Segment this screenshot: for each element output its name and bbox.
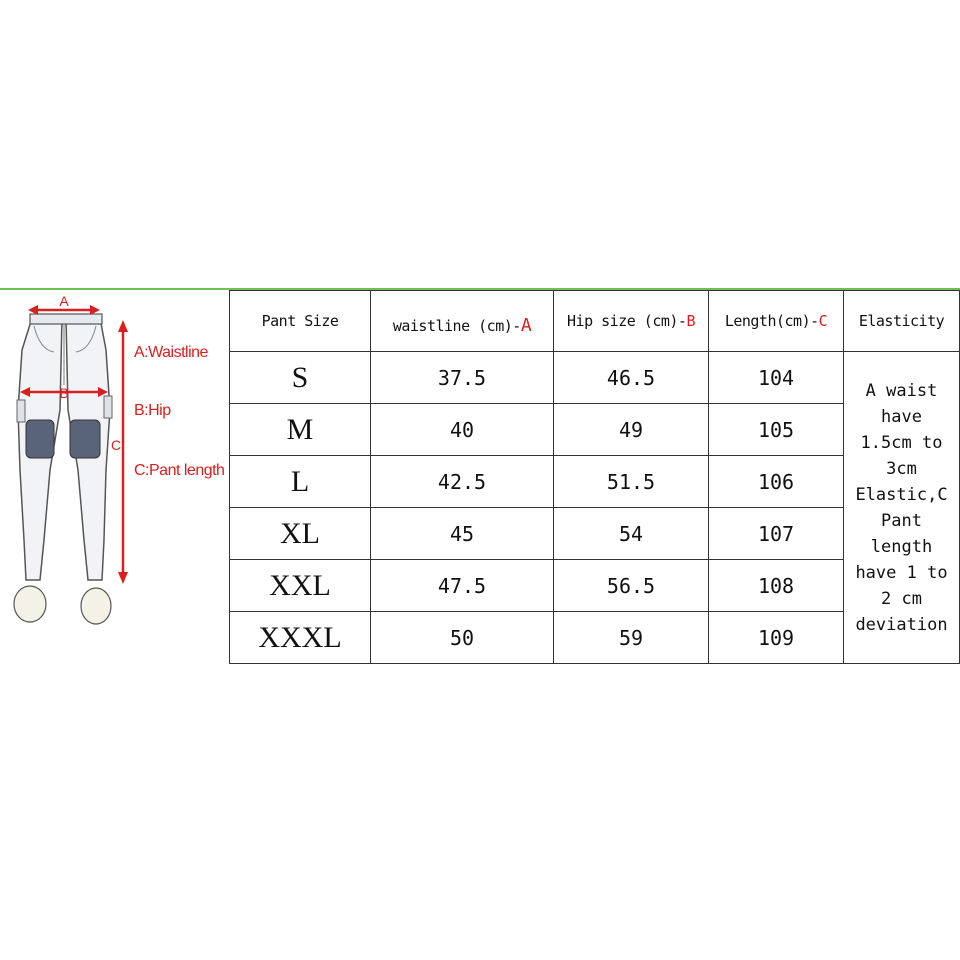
length-cell: 108 xyxy=(709,560,844,612)
table-header-row xyxy=(230,291,960,352)
pants-illustration-panel xyxy=(0,290,230,656)
right-shoe xyxy=(81,588,111,624)
hip-cell: 49 xyxy=(554,404,709,456)
waist-cell: 42.5 xyxy=(371,456,554,508)
table-row xyxy=(230,352,960,404)
right-knee-pad xyxy=(70,420,100,458)
waist-arrow-letter: A xyxy=(59,293,69,309)
hip-cell: 59 xyxy=(554,612,709,664)
header-pant-size: Pant Size xyxy=(230,291,371,352)
hip-cell: 54 xyxy=(554,508,709,560)
length-cell: 106 xyxy=(709,456,844,508)
size-cell: XL xyxy=(230,508,371,560)
length-cell: 105 xyxy=(709,404,844,456)
waistband xyxy=(30,314,102,324)
size-cell: L xyxy=(230,456,371,508)
size-table xyxy=(229,290,960,664)
waist-cell: 40 xyxy=(371,404,554,456)
left-knee-pad xyxy=(26,420,54,458)
waist-cell: 45 xyxy=(371,508,554,560)
header-length-letter: C xyxy=(818,312,828,330)
length-cell: 107 xyxy=(709,508,844,560)
size-cell: XXL xyxy=(230,560,371,612)
waist-cell: 47.5 xyxy=(371,560,554,612)
waist-cell: 37.5 xyxy=(371,352,554,404)
hip-cell: 46.5 xyxy=(554,352,709,404)
size-cell: XXXL xyxy=(230,612,371,664)
length-cell: 104 xyxy=(709,352,844,404)
header-hip-letter: B xyxy=(686,312,695,330)
header-elasticity: Elasticity xyxy=(844,291,960,352)
waist-cell: 50 xyxy=(371,612,554,664)
size-cell: S xyxy=(230,352,371,404)
hip-arrow-letter: B xyxy=(59,385,69,401)
label-pant-length: C:Pant length xyxy=(134,462,225,479)
length-arrow-bottom-head xyxy=(118,572,128,584)
hip-cell: 51.5 xyxy=(554,456,709,508)
header-waistline: waistline (cm)-A xyxy=(371,291,554,352)
label-hip: B:Hip xyxy=(134,402,171,419)
header-waist-letter: A xyxy=(520,314,532,336)
label-waistline: A:Waistline xyxy=(134,344,208,361)
length-cell: 109 xyxy=(709,612,844,664)
size-cell: M xyxy=(230,404,371,456)
hip-cell: 56.5 xyxy=(554,560,709,612)
elasticity-note: A waist have 1.5cm to 3cm Elastic,C Pant length have 1 to 2 cm deviation xyxy=(844,352,960,664)
left-cargo-pocket xyxy=(17,400,25,422)
right-cargo-pocket xyxy=(104,396,112,418)
header-hip-size: Hip size (cm)-B xyxy=(554,291,709,352)
length-arrow-top-head xyxy=(118,320,128,332)
header-length: Length(cm)-C xyxy=(709,291,844,352)
left-shoe xyxy=(14,586,46,622)
length-arrow-letter: C xyxy=(110,437,122,453)
